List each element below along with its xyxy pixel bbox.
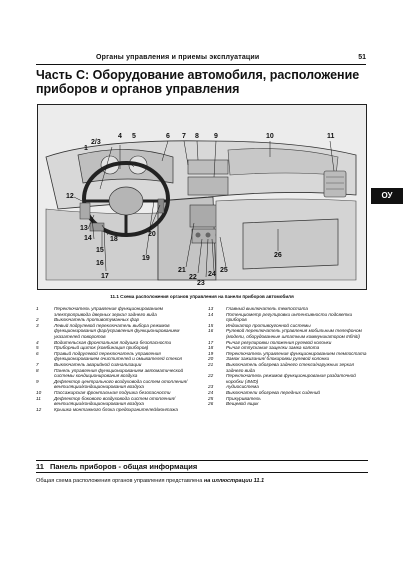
- legend-item: [36, 351, 196, 362]
- legend-number: 4: [36, 339, 39, 345]
- legend-item: [208, 373, 368, 384]
- legend-number: 19: [208, 350, 214, 356]
- legend-item: [36, 323, 196, 340]
- legend-text: Переключатель управления функционированием темпостата: [226, 350, 367, 356]
- callout-7: 7: [182, 133, 186, 140]
- part-title: Часть С: Оборудование автомобиля, расположение приборов и органов управления: [36, 68, 360, 96]
- legend-item: [36, 379, 196, 390]
- running-header: [36, 54, 366, 66]
- legend-text: Левый подрулевой переключатель выбора режимов функционирования фар/управления функционированием указателей поворотов: [54, 322, 180, 339]
- legend-number: 21: [208, 361, 214, 367]
- legend-item: [36, 396, 196, 407]
- legend-text: Аудиосистема: [226, 384, 259, 390]
- legend-number: 18: [208, 345, 214, 351]
- callout-15: 15: [96, 247, 104, 254]
- legend-text: Главный выключатель темпостата: [226, 306, 308, 311]
- legend-text: Выключатель обогрева заднего стекла/наружных зеркал заднего вида: [226, 361, 355, 373]
- legend-text: Рычаг отпускания защелки замка капота: [226, 345, 320, 351]
- legend-number: 17: [208, 339, 214, 345]
- dashboard-drawing: [38, 105, 366, 289]
- callout-14: 14: [84, 235, 92, 242]
- legend-text: Выключатели обогрева передних сидений: [226, 389, 321, 395]
- dashboard-figure: [37, 104, 367, 290]
- legend-number: 14: [208, 311, 214, 317]
- callout-1: 1: [84, 145, 88, 152]
- legend-item: [208, 312, 368, 323]
- legend-text: Дефлектор бокового воздуховода систем отопления/вентиляции/кондиционирования воздуха: [54, 395, 176, 407]
- figure-caption: 11.1 Схема расположения органов управления на панели приборов автомобиля: [110, 294, 294, 299]
- legend-text: Переключатель управления функционированием электропривода дверных зеркал заднего вида: [54, 306, 164, 317]
- legend-column-left: [36, 306, 196, 412]
- callout-26: 26: [274, 252, 282, 259]
- callout-20: 20: [148, 231, 156, 238]
- legend-number: 16: [208, 328, 214, 334]
- body-text: Общая схема расположения органов управления представлена: [36, 478, 204, 484]
- figure-reference: на иллюстрации 11.1: [203, 478, 265, 484]
- callout-13: 13: [80, 225, 88, 232]
- callout-10: 10: [266, 133, 274, 140]
- legend-number: 1: [36, 306, 39, 311]
- callout-8: 8: [195, 133, 199, 140]
- callout-22: 22: [189, 274, 197, 281]
- callout-23: 23: [197, 280, 205, 287]
- callout-4: 4: [118, 133, 122, 140]
- legend-number: 15: [208, 322, 214, 328]
- section-title: Панель приборов - общая информация: [50, 462, 198, 471]
- legend-number: 20: [208, 356, 214, 362]
- legend-number: 12: [36, 406, 42, 412]
- legend-text: Крышка монтажного блока предохранителей/монтажа: [54, 406, 178, 412]
- section-heading: [36, 460, 368, 473]
- legend-text: Переключатель режимов функционирования раздаточной коробки (4WD): [226, 373, 356, 384]
- body-paragraph: [36, 478, 368, 485]
- legend-text: Панель управления функционированием автоматической системы кондиционирования воздуха: [54, 367, 184, 379]
- running-header-title: Органы управления и приемы эксплуатации: [96, 54, 260, 61]
- legend-text: Индикатор противоугонной системы: [226, 322, 311, 328]
- legend-item: [36, 306, 196, 317]
- callout-11: 11: [327, 133, 335, 140]
- legend-number: 26: [208, 401, 214, 407]
- callout-21: 21: [178, 267, 186, 274]
- legend-number: 25: [208, 395, 214, 401]
- legend-item: [208, 401, 368, 407]
- legend-number: 8: [36, 367, 39, 373]
- legend-number: 3: [36, 322, 39, 328]
- legend-number: 5: [36, 345, 39, 351]
- legend-number: 23: [208, 384, 214, 390]
- legend-text: Рулевой переключатель управления мобильным телефоном (модели, оборудованные штатным коммуникатором Infiniti): [226, 328, 362, 339]
- callout-19: 19: [142, 255, 150, 262]
- legend-item: [208, 362, 368, 373]
- legend-text: Дефлектор центрального воздуховода систем отопления/вентиляции/кондиционирования воздуха: [54, 378, 188, 390]
- legend-text: Правый подрулевой переключатель управления функционированием очистителей и омывателей стекол: [54, 350, 183, 362]
- legend-number: 2: [36, 317, 39, 323]
- callout-17: 17: [101, 273, 109, 280]
- legend-number: 10: [36, 389, 42, 395]
- legend-text: Пассажирская фронтальная подушка безопасности: [54, 389, 171, 395]
- legend-text: Прикуриватель: [226, 395, 261, 401]
- callout-18: 18: [110, 236, 118, 243]
- callout-6: 6: [166, 133, 170, 140]
- legend-item: [208, 328, 368, 339]
- legend-number: 24: [208, 389, 214, 395]
- legend-text: Выключатель аварийной сигнализации: [54, 361, 142, 367]
- legend-text: Водительская фронтальная подушка безопасности: [54, 339, 172, 345]
- callout-5: 5: [132, 133, 136, 140]
- legend-column-right: [208, 306, 368, 407]
- legend-number: 9: [36, 378, 39, 384]
- header-rule: [36, 64, 366, 65]
- legend-number: 22: [208, 373, 214, 379]
- legend-text: Замок зажигания/ блокировки рулевой колонки: [226, 356, 330, 362]
- legend-text: Рычаг регулировки положения рулевой колонки: [226, 339, 332, 345]
- legend-text: Выключатель противотуманных фар: [54, 317, 140, 323]
- section-tab: ОУ: [371, 188, 403, 204]
- figure-legend: [36, 306, 368, 446]
- legend-number: 13: [208, 306, 214, 311]
- callout-9: 9: [214, 133, 218, 140]
- legend-number: 7: [36, 361, 39, 367]
- legend-text: Потенциометр регулировки интенсивности подсветки приборов: [226, 311, 353, 323]
- legend-item: [36, 368, 196, 379]
- callout-16: 16: [96, 260, 104, 267]
- legend-number: 11: [36, 395, 41, 401]
- legend-text: Вещевой ящик: [226, 401, 259, 407]
- section-number: 11: [36, 462, 44, 471]
- callout-24: 24: [208, 271, 216, 278]
- legend-item: [36, 407, 196, 413]
- page-number: 51: [358, 54, 366, 61]
- callout-12: 12: [66, 193, 74, 200]
- legend-text: Приборный щиток (комбинация приборов): [54, 345, 149, 351]
- callout-2-3: 2/3: [91, 139, 101, 146]
- legend-number: 6: [36, 350, 39, 356]
- callout-25: 25: [220, 267, 228, 274]
